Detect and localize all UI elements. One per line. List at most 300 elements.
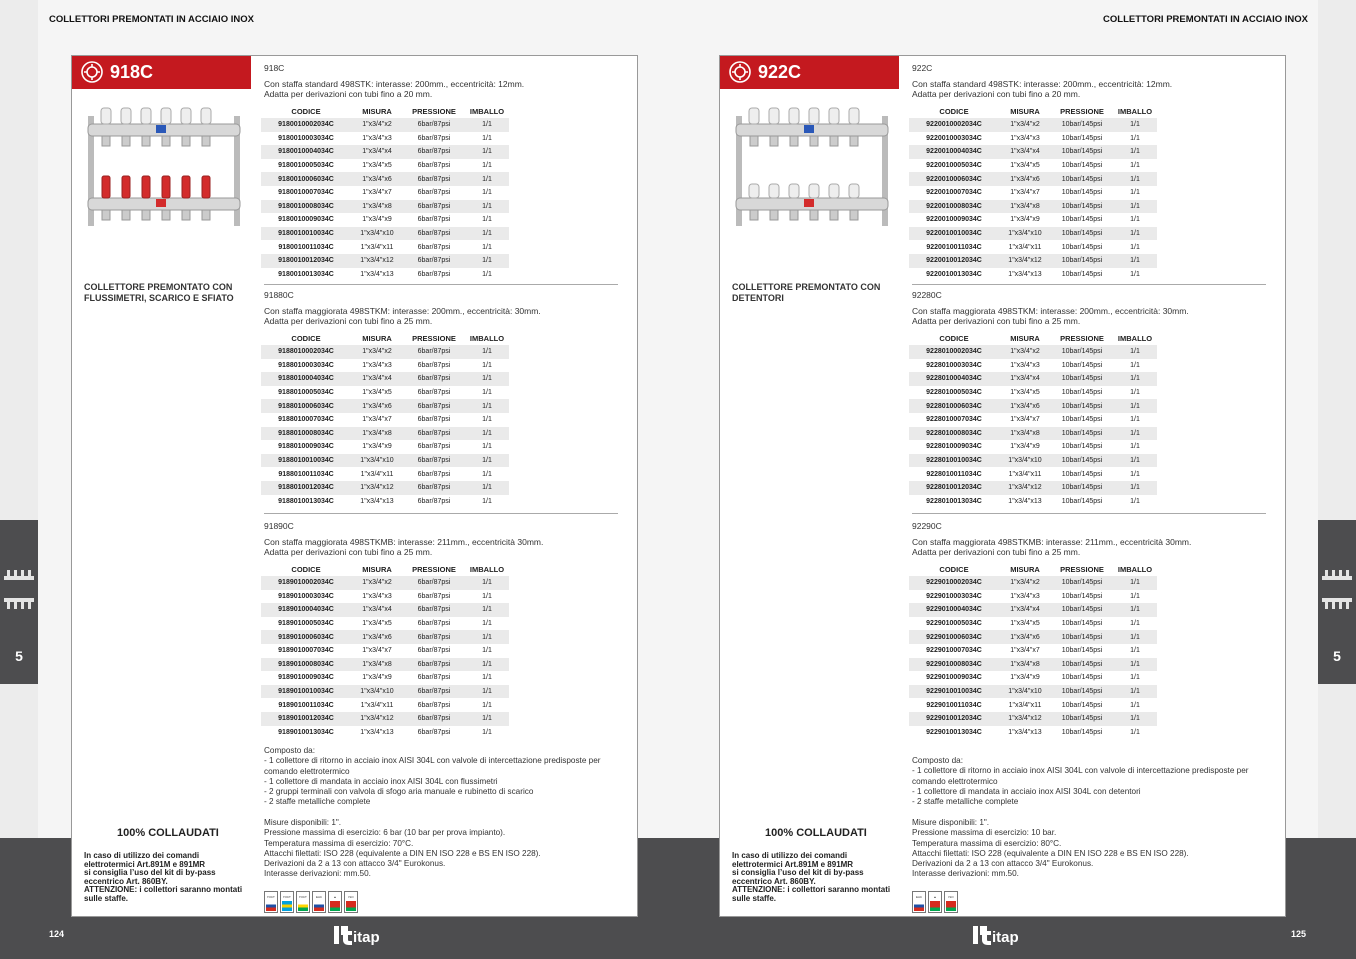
table-row (909, 200, 1157, 214)
table-cell: 9220010009034C (926, 216, 982, 224)
table-row (909, 685, 1157, 699)
table-cell: 9180010013034C (278, 270, 334, 278)
chapter-number: 5 (15, 648, 23, 664)
table-cell: 9229010013034C (926, 728, 982, 736)
table-cell: 1"x3/4"x6 (999, 172, 1051, 186)
table-row (909, 186, 1157, 200)
table-cell: 1/1 (482, 189, 492, 197)
table-cell: 10bar/145psi (1051, 712, 1113, 726)
table-cell: 9189010010034C (261, 685, 351, 699)
table-row (261, 186, 509, 200)
table-cell: 1"x3/4"x13 (1008, 270, 1042, 278)
table-cell: 9188010005034C (278, 389, 334, 397)
table-cell: 1/1 (1113, 481, 1157, 495)
flag-icon (314, 901, 324, 911)
table-cell: 1/1 (465, 118, 509, 132)
table-row (909, 590, 1157, 604)
table-cell: 1/1 (1113, 427, 1157, 441)
table-header: IMBALLO (469, 334, 505, 343)
table-cell: 9228010011034C (926, 470, 982, 478)
left-page-header: COLLETTORI PREMONTATI IN ACCIAIO INOX (49, 14, 254, 25)
spec-line: Misure disponibili: 1". (912, 818, 990, 827)
table-cell: 1/1 (1130, 647, 1140, 655)
table-cell: 1"x3/4"x12 (999, 712, 1051, 726)
table-cell: 1"x3/4"x10 (999, 685, 1051, 699)
table-cell: 6bar/87psi (403, 372, 465, 386)
table-cell: 9229010003034C (926, 592, 982, 600)
table-cell: 10bar/145psi (1061, 674, 1103, 682)
table-cell: 6bar/87psi (403, 658, 465, 672)
table-cell: 1/1 (1130, 674, 1140, 682)
table-cell: 1/1 (1113, 576, 1157, 590)
table-cell: 9189010006034C (261, 630, 351, 644)
variant-code: 92280C (912, 290, 942, 300)
certification-mark-icon (312, 891, 326, 913)
table-cell: 1"x3/4"x8 (351, 200, 403, 214)
table-cell: 6bar/87psi (417, 647, 451, 655)
itap-logo (970, 922, 1030, 948)
table-cell: 6bar/87psi (403, 200, 465, 214)
logo-wordmark: itap (992, 929, 1019, 946)
table-header: MISURA (1010, 565, 1040, 574)
table-row (261, 658, 509, 672)
table-cell: 1/1 (1130, 189, 1140, 197)
table-cell: 9229010008034C (909, 658, 999, 672)
table-cell: 6bar/87psi (403, 399, 465, 413)
table-cell: 10bar/145psi (1061, 592, 1103, 600)
variant-description-line: Adatta per derivazioni con tubi fino a 25 mm. (264, 547, 433, 557)
table-cell: 9228010005034C (926, 389, 982, 397)
table-cell: 6bar/87psi (417, 728, 451, 736)
table-header: IMBALLO (1117, 107, 1153, 116)
table-cell: 6bar/87psi (403, 254, 465, 268)
table-cell: 1"x3/4"x2 (999, 576, 1051, 590)
composition-line: comando elettrotermico (912, 776, 998, 786)
variant-description (912, 537, 1272, 557)
table-cell: 1"x3/4"x10 (351, 454, 403, 468)
table-cell: 6bar/87psi (417, 674, 451, 682)
table-cell: 1/1 (465, 658, 509, 672)
table-cell: 10bar/145psi (1061, 361, 1103, 369)
table-cell: 1"x3/4"x9 (1010, 216, 1040, 224)
table-cell: 9189010013034C (278, 728, 334, 736)
table-cell: 10bar/145psi (1061, 216, 1103, 224)
note-line: eccentrico Art. 860BY. (732, 876, 816, 886)
table-cell: 9220010013034C (926, 270, 982, 278)
table-cell: 1"x3/4"x3 (1010, 592, 1040, 600)
table-cell: 1/1 (1130, 416, 1140, 424)
table-row (909, 268, 1157, 282)
table-row (909, 440, 1157, 454)
table-cell: 9229010010034C (909, 685, 999, 699)
table-header: IMBALLO (1117, 565, 1153, 574)
table-cell: 1"x3/4"x5 (362, 162, 392, 170)
variant-section (912, 521, 1272, 739)
table-cell: 1"x3/4"x7 (1010, 189, 1040, 197)
table-row (261, 440, 509, 454)
table-cell: 9228010013034C (926, 497, 982, 505)
table-cell: 1/1 (1113, 454, 1157, 468)
table-cell: 1"x3/4"x9 (362, 674, 392, 682)
spec-line: Pressione massima di esercizio: 6 bar (10 bar per prova impianto). (264, 828, 506, 838)
table-cell: 1/1 (465, 630, 509, 644)
section-divider (912, 513, 1266, 514)
variant-description-line: Adatta per derivazioni con tubi fino a 20 mm. (912, 89, 1081, 99)
flag-icon (946, 901, 956, 911)
table-cell: 9220010011034C (926, 243, 982, 251)
variant-description-line: Adatta per derivazioni con tubi fino a 20 mm. (264, 89, 433, 99)
table-cell: 1"x3/4"x3 (362, 134, 392, 142)
table-cell: 9229010004034C (909, 603, 999, 617)
table-cell: 6bar/87psi (417, 361, 451, 369)
table-cell: 10bar/145psi (1051, 454, 1113, 468)
composition-line: Composto da: (264, 746, 315, 755)
table-cell: 6bar/87psi (403, 454, 465, 468)
table-cell: 1"x3/4"x11 (360, 701, 394, 709)
table-cell: 1"x3/4"x9 (362, 443, 392, 451)
table-cell: 1"x3/4"x9 (1010, 443, 1040, 451)
table-cell: 1"x3/4"x4 (999, 603, 1051, 617)
table-row (909, 132, 1157, 146)
table-cell: 1/1 (1113, 630, 1157, 644)
table-cell: 10bar/145psi (1061, 416, 1103, 424)
spec-line: Attacchi filettati: ISO 228 (equivalente a DIN EN ISO 228 e BS EN ISO 228). (264, 848, 541, 858)
section-divider (912, 284, 1266, 285)
itap-logo (331, 922, 391, 948)
chapter-number: 5 (1333, 648, 1341, 664)
table-cell: 9188010004034C (261, 372, 351, 386)
table-cell: 9220010012034C (909, 254, 999, 268)
variant-description-line: Con staffa standard 498STK: interasse: 200mm., eccentricità: 12mm. (264, 79, 525, 89)
table-row (261, 145, 509, 159)
table-cell: 1"x3/4"x5 (362, 389, 392, 397)
table-cell: 1"x3/4"x12 (351, 712, 403, 726)
spec-line: Temperatura massima di esercizio: 80°C. (912, 838, 1062, 848)
left-chapter-tab[interactable] (0, 520, 38, 684)
table-cell: 6bar/87psi (417, 216, 451, 224)
certification-mark-label: ЕАС (915, 895, 923, 899)
variant-code: 91880C (264, 290, 294, 300)
variant-table (909, 105, 1157, 281)
installation-note (732, 852, 894, 903)
table-header: CODICE (939, 107, 969, 116)
certification-mark-label: ISO (948, 895, 954, 899)
table-header: MISURA (1010, 334, 1040, 343)
table-row (909, 345, 1157, 359)
table-header: CODICE (939, 334, 969, 343)
table-cell: 9189010008034C (261, 658, 351, 672)
variant-table (261, 332, 509, 508)
variant-code: 922C (912, 63, 933, 73)
variant-code: 92290C (912, 521, 942, 531)
table-cell: 1/1 (1130, 361, 1140, 369)
variant-code: 918C (264, 63, 285, 73)
table-cell: 1/1 (1130, 216, 1140, 224)
table-cell: 1"x3/4"x4 (999, 372, 1051, 386)
table-cell: 1"x3/4"x5 (362, 620, 392, 628)
table-cell: 1/1 (1113, 172, 1157, 186)
table-cell: 9228010009034C (926, 443, 982, 451)
table-cell: 6bar/87psi (417, 134, 451, 142)
table-cell: 1"x3/4"x11 (1008, 243, 1042, 251)
composition-line: Composto da: (912, 756, 963, 765)
right-chapter-tab[interactable] (1318, 520, 1356, 684)
table-cell: 10bar/145psi (1061, 443, 1103, 451)
table-cell: 10bar/145psi (1061, 647, 1103, 655)
table-cell: 9188010003034C (278, 361, 334, 369)
table-cell: 10bar/145psi (1051, 685, 1113, 699)
composition-line: comando elettrotermico (264, 766, 350, 776)
table-cell: 10bar/145psi (1051, 372, 1113, 386)
table-row (261, 576, 509, 590)
table-row (261, 159, 509, 173)
table-row (261, 726, 509, 740)
table-cell: 1/1 (465, 427, 509, 441)
table-cell: 1"x3/4"x12 (999, 254, 1051, 268)
table-cell: 1"x3/4"x10 (999, 454, 1051, 468)
table-cell: 1/1 (1130, 497, 1140, 505)
table-cell: 9220010007034C (926, 189, 982, 197)
table-cell: 1/1 (482, 416, 492, 424)
table-cell: 1"x3/4"x3 (362, 361, 392, 369)
variant-table (261, 563, 509, 739)
table-row (261, 268, 509, 282)
table-cell: 1"x3/4"x11 (360, 470, 394, 478)
table-header: PRESSIONE (412, 565, 456, 574)
table-cell: 6bar/87psi (417, 701, 451, 709)
table-cell: 10bar/145psi (1051, 145, 1113, 159)
variant-section (264, 290, 624, 508)
note-line: ATTENZIONE: i collettori saranno montati (84, 885, 243, 894)
installation-note (84, 852, 246, 903)
table-cell: 1/1 (465, 454, 509, 468)
table-cell: 1/1 (1113, 399, 1157, 413)
table-header: PRESSIONE (1060, 334, 1104, 343)
certification-mark-icon (928, 891, 942, 913)
table-header: CODICE (291, 107, 321, 116)
table-cell: 1"x3/4"x12 (351, 481, 403, 495)
flag-icon (914, 901, 924, 911)
composition-line: - 1 collettore di mandata in acciaio inox AISI 304L con detentori (912, 786, 1141, 796)
table-row (909, 399, 1157, 413)
table-cell: 6bar/87psi (403, 427, 465, 441)
table-cell: 9180010009034C (278, 216, 334, 224)
table-row (261, 495, 509, 509)
table-row (261, 227, 509, 241)
flag-icon (930, 901, 940, 911)
table-cell: 1"x3/4"x2 (999, 118, 1051, 132)
table-cell: 10bar/145psi (1051, 427, 1113, 441)
table-cell: 9180010012034C (261, 254, 351, 268)
table-cell: 9180010003034C (278, 134, 334, 142)
table-cell: 1/1 (1130, 470, 1140, 478)
table-header: CODICE (291, 565, 321, 574)
section-divider (264, 284, 618, 285)
table-cell: 10bar/145psi (1051, 630, 1113, 644)
variant-table (909, 332, 1157, 508)
page-number-left: 124 (49, 929, 65, 939)
variant-section (264, 63, 624, 281)
table-cell: 1/1 (465, 227, 509, 241)
table-row (909, 359, 1157, 373)
table-cell: 1"x3/4"x7 (1010, 416, 1040, 424)
specifications-block (264, 818, 624, 880)
table-row (909, 213, 1157, 227)
table-row (261, 399, 509, 413)
table-cell: 1/1 (1130, 270, 1140, 278)
spec-line: Derivazioni da 2 a 13 con attacco 3/4" Eurokonus. (912, 859, 1094, 869)
table-cell: 9228010007034C (926, 416, 982, 424)
table-row (261, 413, 509, 427)
logo-wordmark: itap (353, 929, 380, 946)
certification-mark-icon (280, 891, 294, 913)
table-row (909, 658, 1157, 672)
table-cell: 6bar/87psi (417, 270, 451, 278)
table-cell: 6bar/87psi (403, 576, 465, 590)
table-row (261, 372, 509, 386)
table-row (909, 386, 1157, 400)
certification-mark-icon (912, 891, 926, 913)
table-cell: 1"x3/4"x11 (1008, 470, 1042, 478)
table-cell: 9228010012034C (909, 481, 999, 495)
table-cell: 9189010011034C (278, 701, 334, 709)
table-cell: 1/1 (1113, 372, 1157, 386)
table-cell: 1"x3/4"x13 (1008, 728, 1042, 736)
table-cell: 1"x3/4"x8 (999, 658, 1051, 672)
table-row (909, 118, 1157, 132)
table-cell: 9188010013034C (278, 497, 334, 505)
table-cell: 9189010004034C (261, 603, 351, 617)
table-cell: 6bar/87psi (403, 345, 465, 359)
certification-mark-icon (344, 891, 358, 913)
table-cell: 6bar/87psi (417, 389, 451, 397)
table-cell: 10bar/145psi (1061, 701, 1103, 709)
product-code-badge (72, 56, 251, 89)
table-row (909, 427, 1157, 441)
table-cell: 1"x3/4"x11 (360, 243, 394, 251)
table-cell: 9180010007034C (278, 189, 334, 197)
table-header: IMBALLO (1117, 334, 1153, 343)
table-cell: 1"x3/4"x6 (999, 630, 1051, 644)
table-cell: 1/1 (1130, 701, 1140, 709)
table-cell: 9188010006034C (261, 399, 351, 413)
table-row (261, 132, 509, 146)
product-code: 922C (758, 62, 802, 82)
table-cell: 9220010008034C (909, 200, 999, 214)
table-cell: 1"x3/4"x4 (351, 372, 403, 386)
table-header: PRESSIONE (412, 334, 456, 343)
right-page-header: COLLETTORI PREMONTATI IN ACCIAIO INOX (1103, 14, 1308, 25)
table-cell: 1/1 (482, 647, 492, 655)
composition-line: - 2 staffe metalliche complete (264, 797, 371, 807)
flag-icon (298, 901, 308, 911)
variant-description-line: Adatta per derivazioni con tubi fino a 25 mm. (264, 316, 433, 326)
table-cell: 1/1 (1130, 443, 1140, 451)
note-line: sulle staffe. (84, 893, 129, 903)
table-row (909, 698, 1157, 712)
certification-mark-icon (328, 891, 342, 913)
table-cell: 1/1 (465, 603, 509, 617)
table-row (261, 386, 509, 400)
variant-description (264, 537, 624, 557)
table-cell: 10bar/145psi (1051, 399, 1113, 413)
table-cell: 1"x3/4"x12 (351, 254, 403, 268)
table-cell: 9228010006034C (909, 399, 999, 413)
flag-icon (330, 901, 340, 911)
table-cell: 9188010010034C (261, 454, 351, 468)
table-cell: 1"x3/4"x7 (362, 416, 392, 424)
table-cell: 1/1 (465, 399, 509, 413)
table-cell: 1"x3/4"x2 (351, 118, 403, 132)
certification-mark-label: ▲ (933, 895, 937, 899)
table-cell: 9188010007034C (278, 416, 334, 424)
table-cell: 1"x3/4"x12 (999, 481, 1051, 495)
table-cell: 1/1 (1113, 685, 1157, 699)
table-cell: 9220010005034C (926, 162, 982, 170)
table-cell: 1/1 (482, 592, 492, 600)
table-row (909, 603, 1157, 617)
table-cell: 1"x3/4"x2 (999, 345, 1051, 359)
table-cell: 1"x3/4"x5 (1010, 620, 1040, 628)
note-line: si consiglia l’uso del kit di by-pass (732, 868, 864, 877)
table-row (909, 617, 1157, 631)
table-cell: 9228010010034C (909, 454, 999, 468)
table-row (261, 617, 509, 631)
certification-mark-icon (296, 891, 310, 913)
variant-description (264, 306, 624, 326)
table-cell: 9189010007034C (278, 647, 334, 655)
table-cell: 1"x3/4"x7 (362, 189, 392, 197)
table-cell: 1"x3/4"x8 (999, 427, 1051, 441)
table-header: CODICE (939, 565, 969, 574)
table-cell: 6bar/87psi (403, 712, 465, 726)
table-row (261, 671, 509, 685)
composition-line: - 1 collettore di ritorno in acciaio inox AISI 304L con valvole di intercettazione predisposte per (912, 766, 1249, 776)
composition-line: - 2 gruppi terminali con valvola di sfogo aria manuale e rubinetto di scarico (264, 787, 534, 797)
table-cell: 9229010012034C (909, 712, 999, 726)
table-cell: 9220010006034C (909, 172, 999, 186)
page-number-right: 125 (1291, 929, 1307, 939)
variant-section (264, 521, 624, 739)
product-card-922c (719, 55, 1286, 917)
table-cell: 1/1 (482, 620, 492, 628)
table-cell: 10bar/145psi (1061, 728, 1103, 736)
table-cell: 6bar/87psi (403, 603, 465, 617)
table-cell: 1/1 (482, 674, 492, 682)
table-cell: 1/1 (465, 685, 509, 699)
note-line: si consiglia l’uso del kit di by-pass (84, 868, 216, 877)
certification-mark-label: ГОСТ (299, 895, 307, 899)
certification-icons (912, 891, 958, 913)
table-cell: 1/1 (1113, 345, 1157, 359)
table-cell: 1"x3/4"x6 (351, 172, 403, 186)
table-cell: 1"x3/4"x10 (351, 685, 403, 699)
table-cell: 10bar/145psi (1061, 470, 1103, 478)
note-line: elettrotermici Art.891M e 891MR (732, 859, 854, 869)
section-divider (264, 513, 618, 514)
variant-description-line: Con staffa maggiorata 498STKM: interasse: 200mm., eccentricità: 30mm. (912, 306, 1189, 316)
table-cell: 6bar/87psi (417, 443, 451, 451)
table-row (909, 227, 1157, 241)
table-cell: 1"x3/4"x11 (1008, 701, 1042, 709)
table-row (909, 726, 1157, 740)
table-cell: 9220010010034C (909, 227, 999, 241)
composition-line: - 2 staffe metalliche complete (912, 797, 1019, 807)
table-cell: 1/1 (465, 576, 509, 590)
table-cell: 1/1 (482, 701, 492, 709)
table-cell: 9228010008034C (909, 427, 999, 441)
table-cell: 1"x3/4"x10 (351, 227, 403, 241)
